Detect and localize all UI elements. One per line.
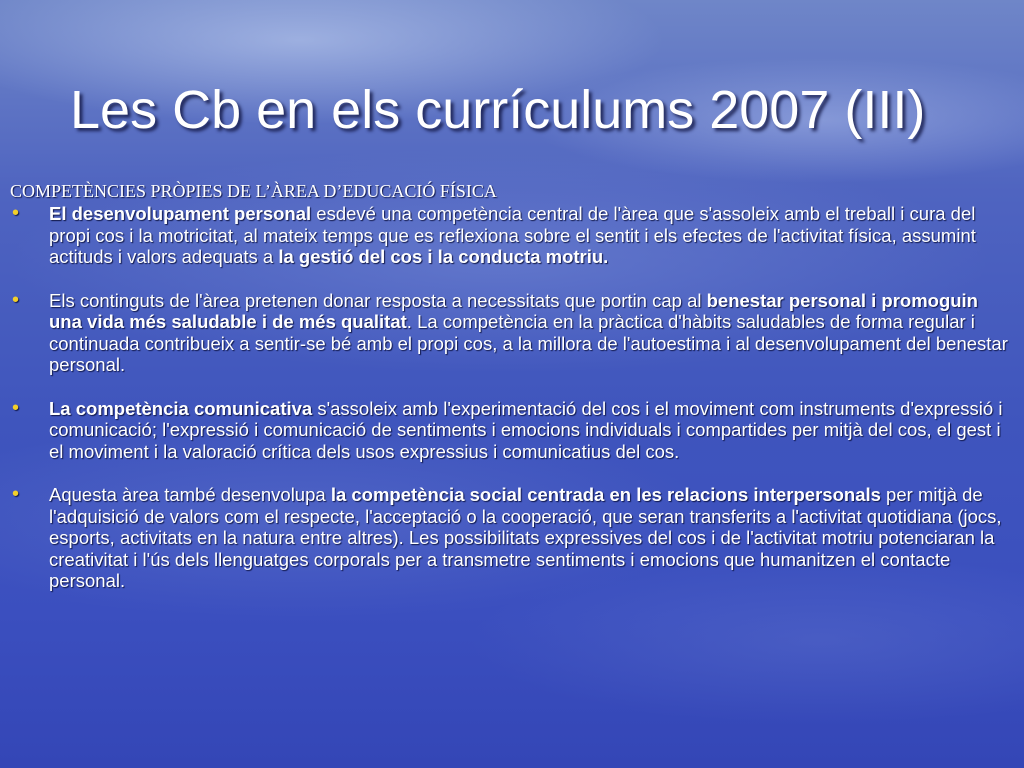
bullet-text: Els continguts de l'àrea pretenen donar resposta a necessitats que portin cap al [49,289,707,311]
slide-title: Les Cb en els currículums 2007 (III) [70,80,926,140]
bullet-text-bold: benestar personal i promoguin una vida més saludable i de més qualitat [49,289,978,332]
bullet-text-bold: la competència social centrada en les relacions interpersonals [330,484,881,505]
bullet-text-bold: La competència comunicativa [49,397,313,419]
slide-content [10,180,1010,614]
bullet-list [10,203,1010,592]
bullet-item-wellbeing [10,290,1010,376]
bullet-item-personal-development [10,203,1010,268]
bullet-text-bold: El desenvolupament personal [49,203,312,224]
bullet-text: . La competència en la pràctica d'hàbits saludables de forma regular i continuada contribueix a sentir-se bé amb el propi cos, a la millora de l'autoestima i al desenvolupament del benestar personal. [49,311,1008,375]
bullet-dot-icon: • [12,396,20,419]
bullet-text: s'assoleix amb l'experimentació del cos i el moviment com instruments d'expressió i comunicació; l'expressió i comunicació de sentiments i emocions individuals i compartides per mitjà del cos, el gest i el moviment i la valoració crítica dels usos expressius i comunicatius del cos. [49,397,1003,462]
bullet-dot-icon: • [12,202,20,224]
bullet-text: esdevé una competència central de l'àrea que s'assoleix amb el treball i cura del propi cos i la motricitat, al mateix temps que es reflexiona sobre el sentit i els efectes de l'activitat física, assumint actituds i valors adequats a [49,203,976,267]
bullet-text: Aquesta àrea també desenvolupa [49,484,331,505]
bullet-text-bold: la gestió del cos i la conducta motriu. [278,246,609,267]
bullet-dot-icon: • [12,288,20,311]
section-heading: COMPETÈNCIES PRÒPIES DE L’ÀREA D’EDUCACIÓ FÍSICA [10,181,497,201]
bullet-dot-icon: • [12,483,20,505]
bullet-text: per mitjà de l'adquisició de valors com el respecte, l'acceptació o la cooperació, que seran transferits a l'activitat quotidiana (jocs, esports, activitats en la natura entre altres). Les possibilitats expressives del cos i de l'activitat motriu potenciaran la creativitat i l'ús dels llenguatges corporals per a transmetre sentiments i emocions que humanitzen el contacte personal. [49,484,1002,591]
bullet-item-social [10,484,1010,592]
bullet-item-communicative [10,398,1010,463]
